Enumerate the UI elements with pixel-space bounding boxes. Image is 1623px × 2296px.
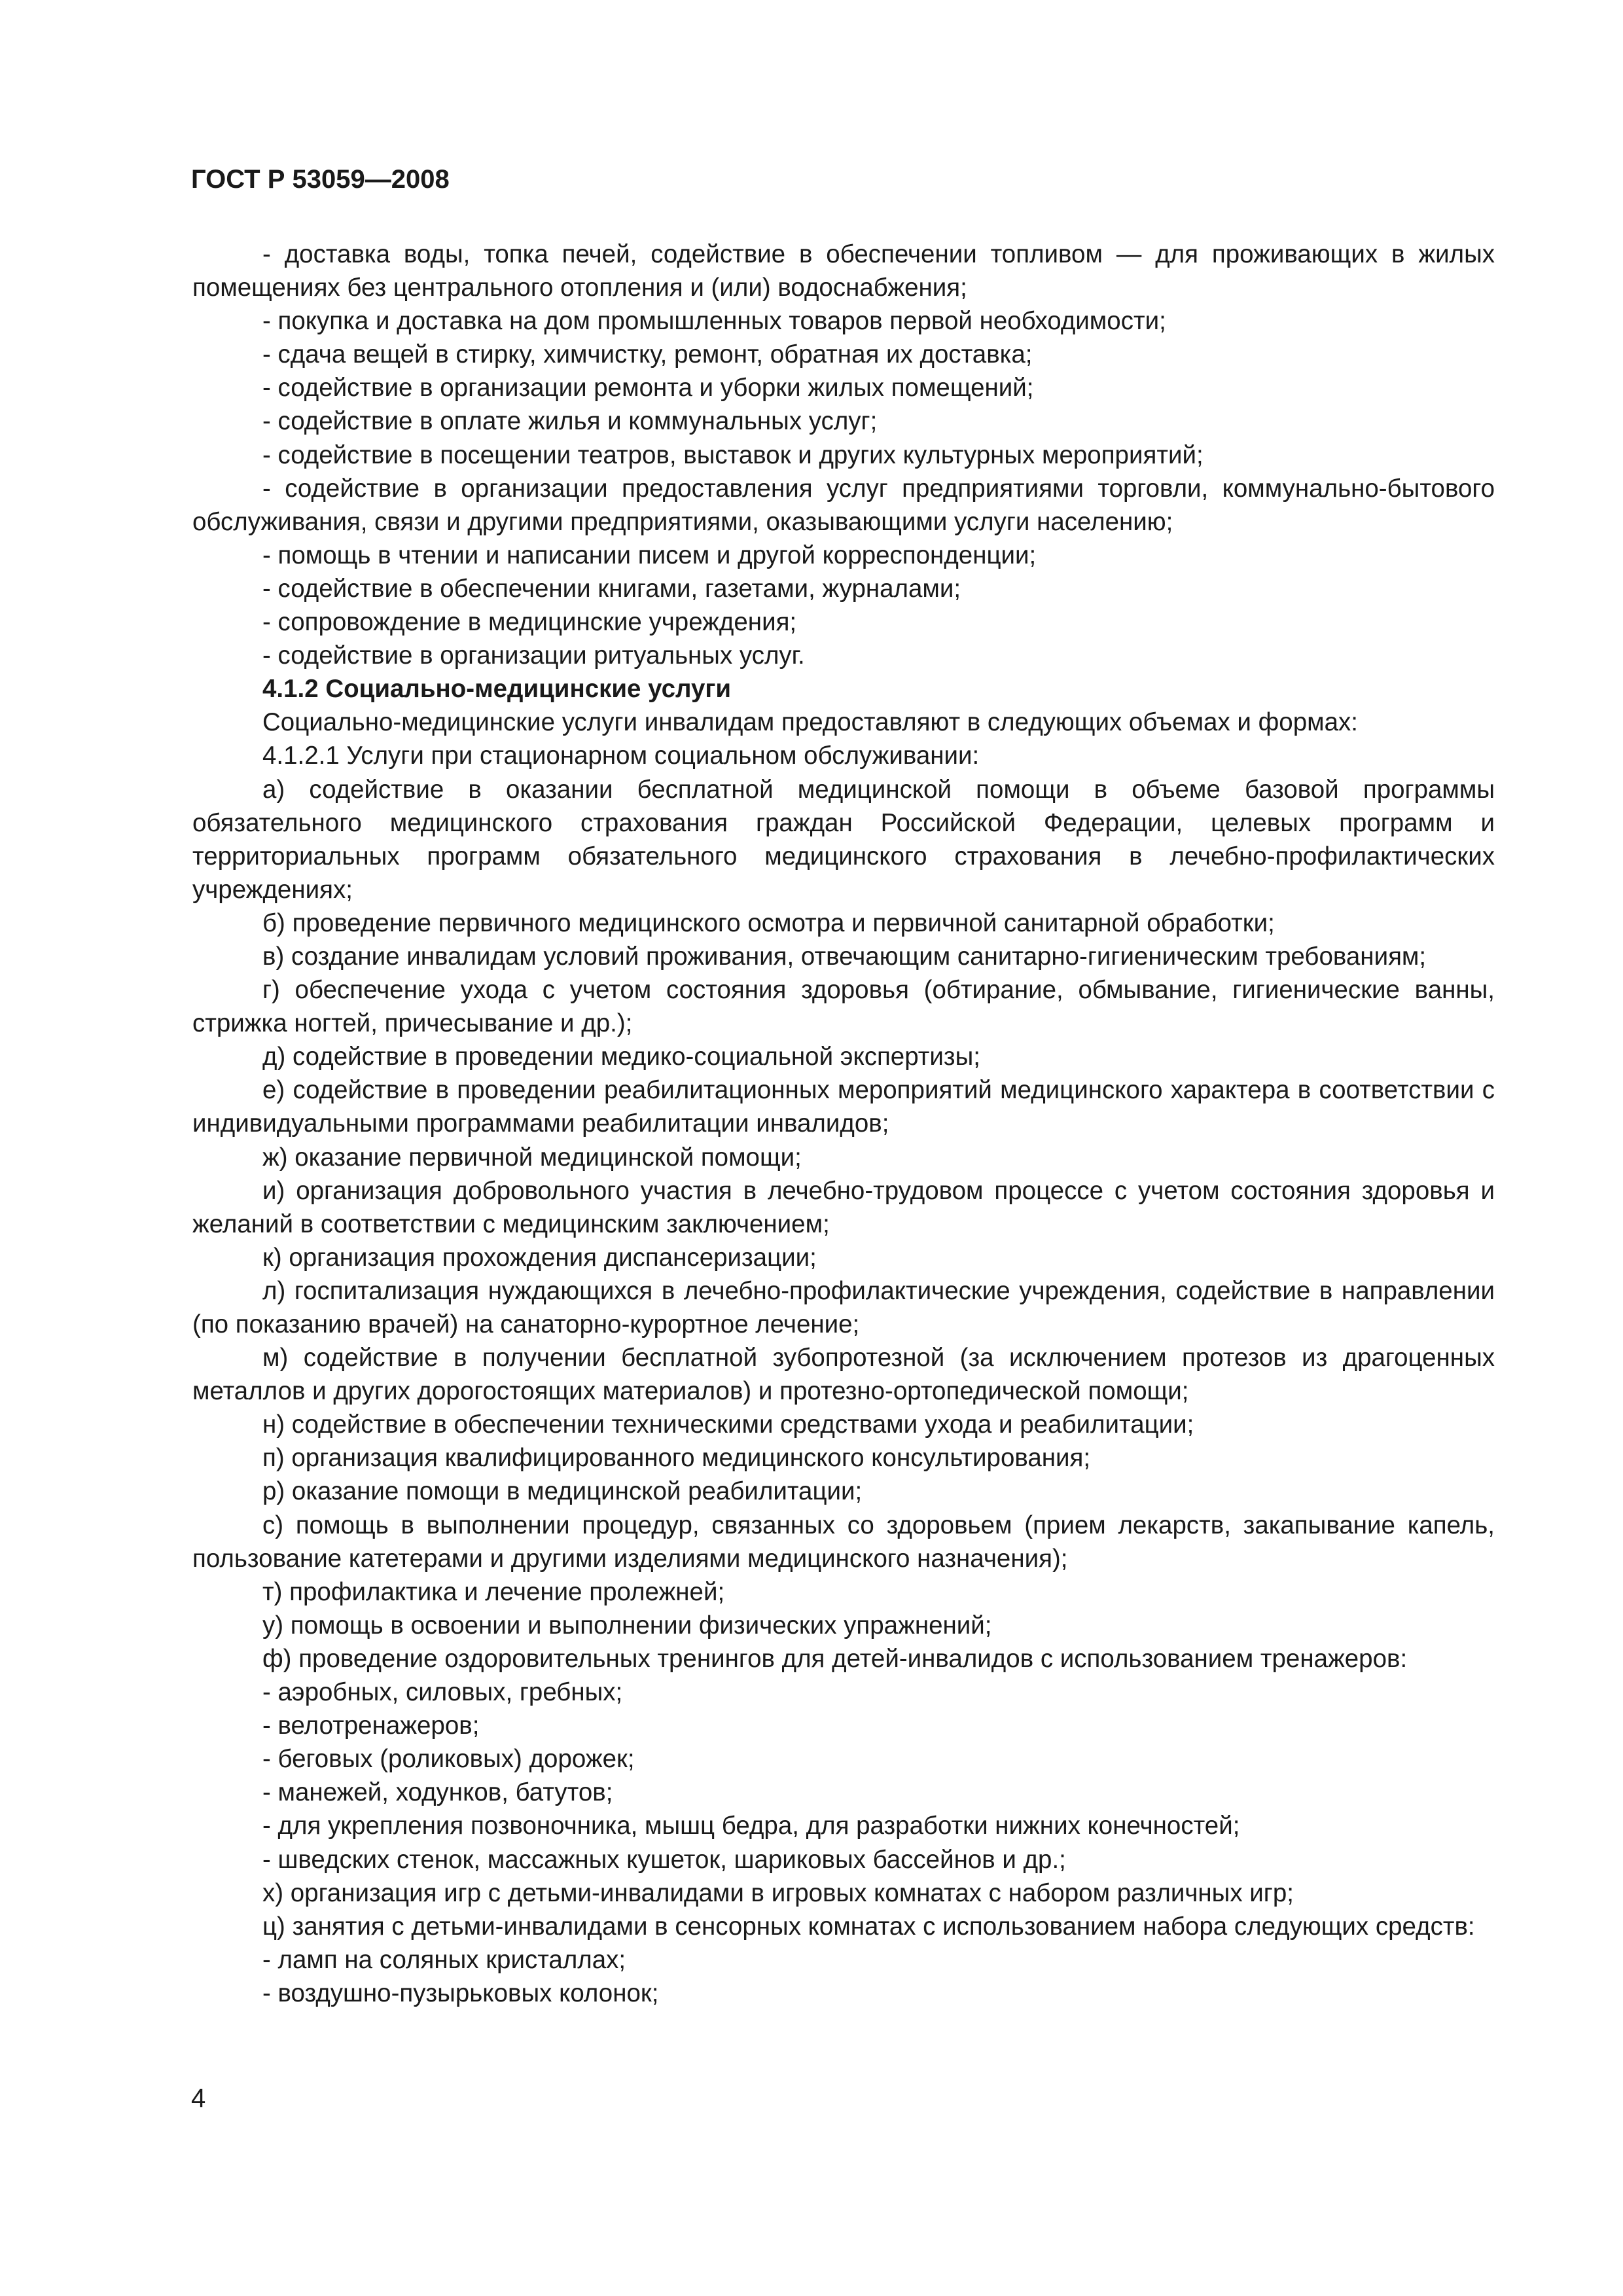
item-m: м) содействие в получении бесплатной зубопротезной (за исключением протезов из драгоценных металлов и других дорогостоящих материалов) и протезно-ортопедической помощи; (192, 1344, 1495, 1406)
subsection-heading-4-1-2-1: 4.1.2.1 Услуги при стационарном социальном обслуживании: (262, 742, 980, 770)
item-i: и) организация добровольного участия в лечебно-трудовом процессе с учетом состояния здоровья и желаний в соответствии с медицинским заключением; (192, 1176, 1495, 1238)
list-item-letters: - помощь в чтении и написании писем и другой корреспонденции; (262, 541, 1037, 569)
item-ts: ц) занятия с детьми-инвалидами в сенсорных комнатах с использованием набора следующих средств: (262, 1912, 1475, 1941)
item-n: н) содействие в обеспечении техническими средствами ухода и реабилитации; (262, 1410, 1194, 1439)
list-item-cultural-events: - содействие в посещении театров, выставок и других культурных мероприятий; (262, 440, 1204, 469)
sub-item-aerobic: - аэробных, силовых, гребных; (262, 1678, 623, 1707)
item-zh: ж) оказание первичной медицинской помощи; (262, 1143, 802, 1172)
sub-item-bubble-columns: - воздушно-пузырьковых колонок; (262, 1979, 659, 2007)
document-header: ГОСТ Р 53059—2008 (191, 165, 450, 194)
list-item-ritual-services: - содействие в организации ритуальных услуг. (262, 641, 805, 670)
item-b: б) проведение первичного медицинского осмотра и первичной санитарной обработки; (262, 908, 1275, 937)
list-item-books-newspapers: - содействие в обеспечении книгами, газетами, журналами; (262, 574, 961, 603)
item-f: ф) проведение оздоровительных тренингов для детей-инвалидов с использованием тренажеров: (262, 1644, 1408, 1673)
sub-item-treadmill: - беговых (роликовых) дорожек; (262, 1745, 635, 1774)
paragraph-intro: Социально-медицинские услуги инвалидам предоставляют в следующих объемах и формах: (262, 708, 1358, 737)
item-r: р) оказание помощи в медицинской реабилитации; (262, 1477, 863, 1506)
list-item-repair-cleaning: - содействие в организации ремонта и уборки жилых помещений; (262, 374, 1034, 403)
item-d: д) содействие в проведении медико-социальной экспертизы; (262, 1043, 980, 1071)
item-e: е) содействие в проведении реабилитационных мероприятий медицинского характера в соответствии с индивидуальными программами реабилитации инвалидов; (192, 1076, 1495, 1138)
item-g: г) обеспечение ухода с учетом состояния здоровья (обтирание, обмывание, гигиенические ванны, стрижка ногтей, причесывание и др.); (192, 976, 1495, 1038)
list-item-medical-escort: - сопровождение в медицинские учреждения; (262, 608, 797, 637)
document-body (192, 238, 1495, 2010)
item-u: у) помощь в освоении и выполнении физических упражнений; (262, 1611, 992, 1640)
item-s: с) помощь в выполнении процедур, связанных со здоровьем (прием лекарств, закапывание капель, пользование катетерами и другими изделиями медицинского назначения); (192, 1511, 1495, 1573)
list-item-water-delivery: - доставка воды, топка печей, содействие в обеспечении топливом — для проживающих в жилых помещениях без центрального отопления и (или) водоснабжения; (192, 240, 1495, 302)
section-heading-4-1-2: 4.1.2 Социально-медицинские услуги (262, 675, 732, 704)
item-v: в) создание инвалидам условий проживания, отвечающим санитарно-гигиеническим требованиям; (262, 942, 1427, 971)
sub-item-wall-bars: - шведских стенок, массажных кушеток, шариковых бассейнов и др.; (262, 1845, 1066, 1874)
sub-item-spine: - для укрепления позвоночника, мышц бедра, для разработки нижних конечностей; (262, 1812, 1240, 1840)
item-p: п) организация квалифицированного медицинского консультирования; (262, 1444, 1091, 1473)
list-item-laundry: - сдача вещей в стирку, химчистку, ремонт, обратная их доставка; (262, 340, 1033, 369)
page-number: 4 (191, 2084, 206, 2113)
list-item-services-organization: - содействие в организации предоставления услуг предприятиями торговли, коммунально-бытового обслуживания, связи и другими предприятиями, оказывающими услуги населению; (192, 474, 1495, 536)
item-k: к) организация прохождения диспансеризации; (262, 1243, 817, 1272)
item-t: т) профилактика и лечение пролежней; (262, 1577, 725, 1606)
sub-item-bicycle: - велотренажеров; (262, 1712, 480, 1740)
item-kh: х) организация игр с детьми-инвалидами в игровых комнатах с набором различных игр; (262, 1878, 1294, 1907)
item-l: л) госпитализация нуждающихся в лечебно-профилактические учреждения, содействие в направлении (по показанию врачей) на санаторно-курортное лечение; (192, 1276, 1495, 1338)
sub-item-salt-lamps: - ламп на соляных кристаллах; (262, 1945, 626, 1974)
item-a: а) содействие в оказании бесплатной медицинской помощи в объеме базовой программы обязательного медицинского страхования граждан Российской Федерации, целевых программ и территориальных программ обязательного медицинского страхования в лечебно-профилактических учреждениях; (192, 775, 1495, 904)
sub-item-playpens: - манежей, ходунков, батутов; (262, 1778, 613, 1807)
list-item-utilities-payment: - содействие в оплате жилья и коммунальных услуг; (262, 407, 878, 436)
list-item-goods-purchase: - покупка и доставка на дом промышленных товаров первой необходимости; (262, 307, 1166, 336)
